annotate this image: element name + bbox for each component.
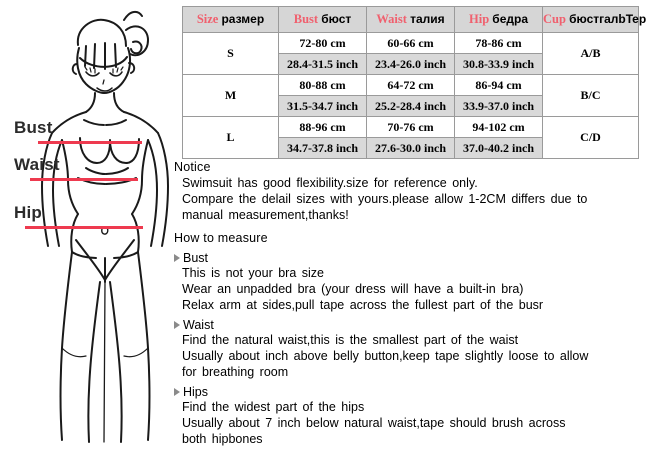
instructions-panel <box>174 160 644 448</box>
column-header-bust <box>279 7 367 33</box>
table-row <box>183 75 639 96</box>
column-header-cup <box>543 7 646 33</box>
size-value-s: S <box>183 33 279 75</box>
column-header-hip-en: Hip <box>469 12 490 26</box>
arrow-right-icon <box>174 254 180 262</box>
waist-inch-m: 25.2-28.4 inch <box>367 96 455 117</box>
cup-value-s: A/B <box>543 33 639 75</box>
hip-measure-label: Hip <box>14 203 42 222</box>
section-title-bust: Bust <box>183 251 209 265</box>
column-header-bust-en: Bust <box>293 12 319 26</box>
waist-cm-m: 64-72 cm <box>367 75 455 96</box>
bust-instruction-3: Relax arm at sides,pull tape across the fullest part of the busr <box>182 298 544 312</box>
column-header-size-ru: размер <box>221 12 265 26</box>
body-figure-illustration <box>0 0 172 455</box>
bust-measure-label: Bust <box>14 118 53 137</box>
column-header-bust-ru: бюст <box>321 12 352 26</box>
size-value-m: M <box>183 75 279 117</box>
column-header-cup-en: Cup <box>543 12 566 26</box>
hip-inch-l: 37.0-40.2 inch <box>455 138 543 159</box>
size-chart-table-container <box>182 6 646 159</box>
hip-inch-m: 33.9-37.0 inch <box>455 96 543 117</box>
spacer <box>174 224 644 231</box>
waist-cm-l: 70-76 cm <box>367 117 455 138</box>
notice-heading: Notice <box>174 160 211 174</box>
waist-measure-line <box>30 178 138 181</box>
bust-instruction-1: This is not your bra size <box>182 266 324 280</box>
section-heading-hips <box>174 385 644 399</box>
waist-instruction-3: for breathing room <box>182 365 289 379</box>
waist-inch-s: 23.4-26.0 inch <box>367 54 455 75</box>
arrow-right-icon <box>174 388 180 396</box>
column-header-size-en: Size <box>196 12 219 26</box>
bust-cm-m: 80-88 cm <box>279 75 367 96</box>
section-title-hips: Hips <box>183 385 209 399</box>
waist-measure-label: Waist <box>14 155 60 174</box>
table-row <box>183 117 639 138</box>
hip-measure-line <box>25 226 143 229</box>
bust-inch-m: 31.5-34.7 inch <box>279 96 367 117</box>
notice-line-3: manual measurement,thanks! <box>182 208 349 222</box>
bust-inch-l: 34.7-37.8 inch <box>279 138 367 159</box>
bust-cm-s: 72-80 cm <box>279 33 367 54</box>
table-header-row <box>183 7 639 33</box>
section-heading-waist <box>174 318 644 332</box>
waist-inch-l: 27.6-30.0 inch <box>367 138 455 159</box>
table-row <box>183 33 639 54</box>
column-header-waist-en: Waist <box>376 12 407 26</box>
hip-cm-m: 86-94 cm <box>455 75 543 96</box>
section-heading-bust <box>174 251 644 265</box>
hip-cm-l: 94-102 cm <box>455 117 543 138</box>
column-header-hip <box>455 7 543 33</box>
section-title-waist: Waist <box>183 318 214 332</box>
column-header-cup-ru: бюстгалbTep <box>569 12 646 26</box>
hips-instruction-3: both hipbones <box>182 432 263 446</box>
column-header-waist-ru: талия <box>410 12 445 26</box>
hips-instruction-2: Usually about 7 inch below natural waist,tape should brush across <box>182 416 566 430</box>
size-value-l: L <box>183 117 279 159</box>
column-header-hip-ru: бедра <box>492 12 528 26</box>
waist-instruction-1: Find the natural waist,this is the smallest part of the waist <box>182 333 519 347</box>
column-header-waist <box>367 7 455 33</box>
notice-line-2: Compare the delail sizes with yours.please allow 1-2CM differs due to <box>182 192 588 206</box>
bust-cm-l: 88-96 cm <box>279 117 367 138</box>
cup-value-m: B/C <box>543 75 639 117</box>
column-header-size <box>183 7 279 33</box>
waist-instruction-2: Usually about inch above belly button,keep tape slightly loose to allow <box>182 349 589 363</box>
cup-value-l: C/D <box>543 117 639 159</box>
bust-instruction-2: Wear an unpadded bra (your dress will have a built-in bra) <box>182 282 524 296</box>
bust-measure-line <box>38 141 142 144</box>
waist-cm-s: 60-66 cm <box>367 33 455 54</box>
bust-inch-s: 28.4-31.5 inch <box>279 54 367 75</box>
hip-inch-s: 30.8-33.9 inch <box>455 54 543 75</box>
how-to-measure-heading: How to measure <box>174 231 268 245</box>
notice-line-1: Swimsuit has good flexibility.size for reference only. <box>182 176 478 190</box>
size-chart-table <box>182 6 646 159</box>
hips-instruction-1: Find the widest part of the hips <box>182 400 365 414</box>
arrow-right-icon <box>174 321 180 329</box>
hip-cm-s: 78-86 cm <box>455 33 543 54</box>
